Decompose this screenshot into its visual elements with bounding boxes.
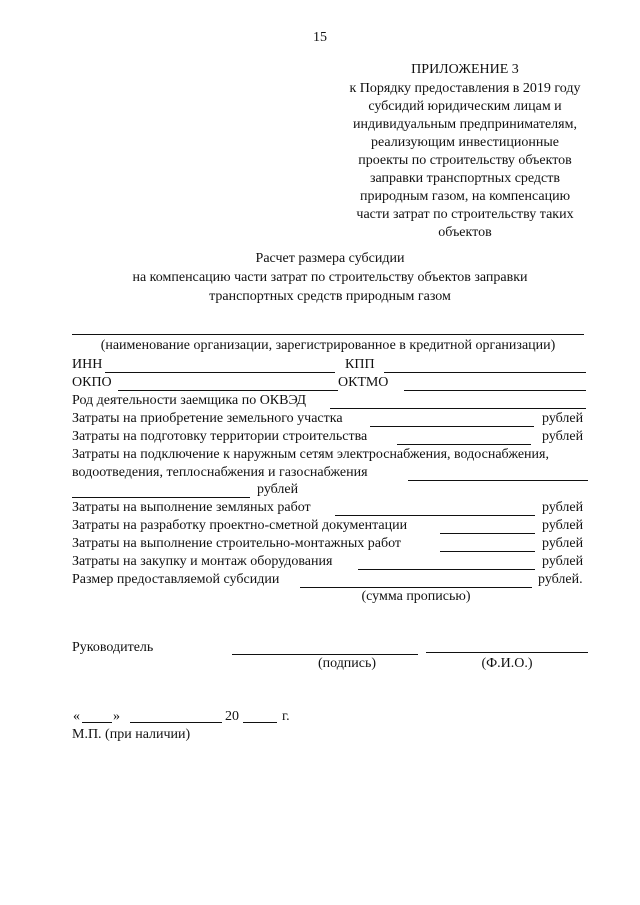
inn-field[interactable] xyxy=(105,372,335,373)
head-label: Руководитель xyxy=(72,640,154,655)
appendix-line: проекты по строительству объектов xyxy=(358,153,572,168)
earthworks-cost-field[interactable] xyxy=(335,515,535,516)
connection-cost-field[interactable] xyxy=(408,480,588,481)
territory-cost-label: Затраты на подготовку территории строительства xyxy=(72,429,368,444)
construction-cost-field[interactable] xyxy=(440,551,535,552)
appendix-line: природным газом, на компенсацию xyxy=(359,189,571,204)
org-name-field[interactable] xyxy=(72,334,584,335)
design-cost-label: Затраты на разработку проектно-сметной документации xyxy=(72,518,408,533)
subsidy-amount-unit: рублей. xyxy=(538,572,583,587)
appendix-line: объектов xyxy=(438,225,492,240)
territory-cost-field[interactable] xyxy=(397,444,531,445)
appendix-line: заправки транспортных средств xyxy=(369,171,560,186)
land-cost-label: Затраты на приобретение земельного участка xyxy=(72,411,343,426)
appendix-title: ПРИЛОЖЕНИЕ 3 xyxy=(411,62,519,77)
okpo-field[interactable] xyxy=(118,390,338,391)
date-year-prefix: 20 xyxy=(225,709,239,724)
kpp-label: КПП xyxy=(345,357,375,372)
stamp-label: М.П. (при наличии) xyxy=(72,727,191,742)
org-name-hint: (наименование организации, зарегистрированное в кредитной организации) xyxy=(100,338,556,353)
date-year-suffix: г. xyxy=(282,709,290,724)
date-day-field[interactable] xyxy=(82,722,112,723)
design-cost-field[interactable] xyxy=(440,533,535,534)
land-cost-field[interactable] xyxy=(370,426,534,427)
oktmo-label: ОКТМО xyxy=(338,375,389,390)
construction-cost-unit: рублей xyxy=(542,536,584,551)
okved-label: Род деятельности заемщика по ОКВЭД xyxy=(72,393,307,408)
appendix-line: к Порядку предоставления в 2019 году xyxy=(349,81,581,96)
date-month-field[interactable] xyxy=(130,722,222,723)
equipment-cost-unit: рублей xyxy=(542,554,584,569)
connection-cost-unit: рублей xyxy=(257,482,299,497)
connection-cost-label: Затраты на подключение к наружным сетям электроснабжения, водоснабжения, xyxy=(72,447,549,462)
date-close-quote: » xyxy=(113,709,120,724)
signature-field[interactable] xyxy=(232,654,418,655)
subsidy-amount-field[interactable] xyxy=(300,587,532,588)
appendix-line: реализующим инвестиционные xyxy=(370,135,559,150)
calculation-title xyxy=(80,249,580,306)
fio-field[interactable] xyxy=(426,652,588,653)
appendix-body xyxy=(320,80,610,242)
date-open-quote: « xyxy=(73,709,80,724)
earthworks-cost-unit: рублей xyxy=(542,500,584,515)
appendix-line: индивидуальным предпринимателям, xyxy=(353,117,577,132)
calculation-title-line: на компенсацию части затрат по строительству объектов заправки xyxy=(132,270,528,285)
equipment-cost-label: Затраты на закупку и монтаж оборудования xyxy=(72,554,333,569)
equipment-cost-field[interactable] xyxy=(358,569,535,570)
appendix-line: субсидий юридическим лицам и xyxy=(368,99,562,114)
subsidy-amount-label: Размер предоставляемой субсидии xyxy=(72,572,280,587)
inn-label: ИНН xyxy=(72,357,103,372)
land-cost-unit: рублей xyxy=(542,411,584,426)
signature-hint: (подпись) xyxy=(317,656,377,671)
page-number: 15 xyxy=(313,30,327,45)
connection-cost-field-cont[interactable] xyxy=(72,497,250,498)
appendix-line: части затрат по строительству таких xyxy=(356,207,574,222)
construction-cost-label: Затраты на выполнение строительно-монтажных работ xyxy=(72,536,401,551)
earthworks-cost-label: Затраты на выполнение земляных работ xyxy=(72,500,311,515)
calculation-title-line: Расчет размера субсидии xyxy=(255,251,405,266)
territory-cost-unit: рублей xyxy=(542,429,584,444)
okved-field[interactable] xyxy=(330,408,586,409)
kpp-field[interactable] xyxy=(384,372,586,373)
date-year-field[interactable] xyxy=(243,722,277,723)
sum-in-words-hint: (сумма прописью) xyxy=(361,589,471,604)
calculation-title-line: транспортных средств природным газом xyxy=(209,289,451,304)
design-cost-unit: рублей xyxy=(542,518,584,533)
okpo-label: ОКПО xyxy=(72,375,112,390)
connection-cost-label-cont: водоотведения, теплоснабжения и газоснабжения xyxy=(72,465,368,480)
oktmo-field[interactable] xyxy=(404,390,586,391)
fio-hint: (Ф.И.О.) xyxy=(481,656,533,671)
